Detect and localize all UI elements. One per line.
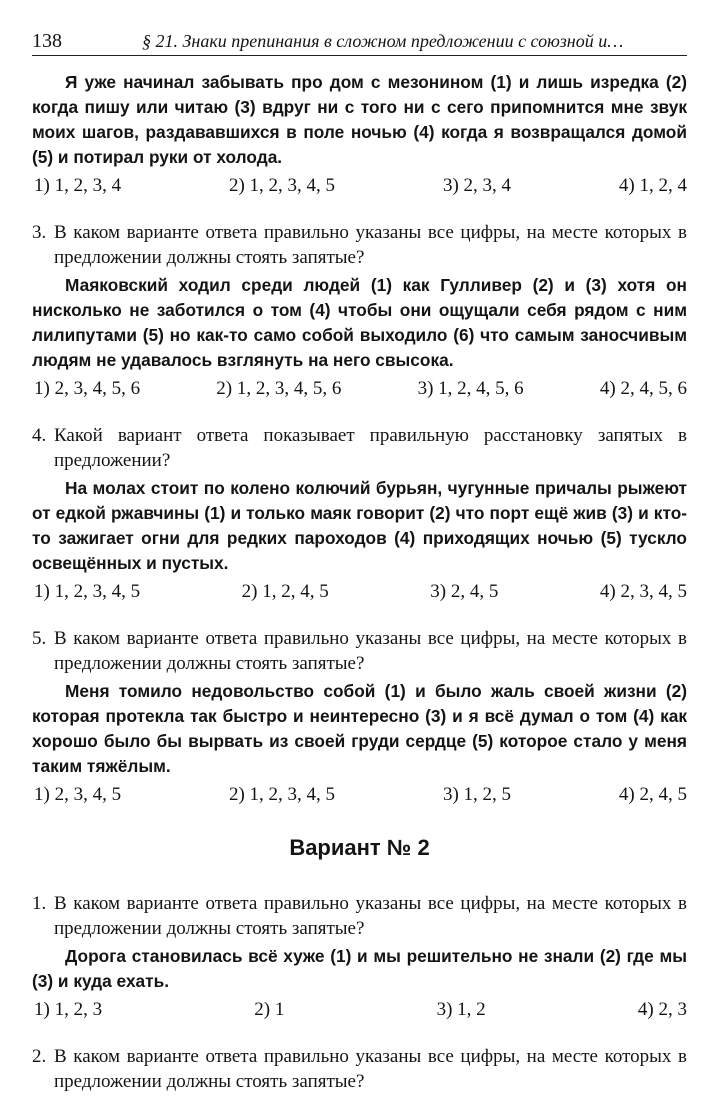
answer-option: 3) 2, 3, 4 [442, 175, 512, 196]
running-title: § 21. Знаки препинания в сложном предложении с союзной и… [142, 31, 624, 51]
question-prompt: В каком варианте ответа правильно указаны все цифры, на месте которых в предложении должны стоять запятые? [54, 222, 687, 268]
question-prompt: Какой вариант ответа показывает правильную расстановку запятых в предложении? [54, 425, 687, 471]
answer-option: 1) 1, 2, 3, 4 [34, 175, 122, 196]
question-prompt: В каком варианте ответа правильно указаны все цифры, на месте которых в предложении должны стоять запятые? [54, 1046, 687, 1092]
answer-option: 1) 2, 3, 4, 5 [34, 784, 122, 805]
answer-option: 2) 1, 2, 3, 4, 5, 6 [216, 378, 342, 399]
answer-options [32, 376, 687, 401]
page-number: 138 [32, 30, 62, 52]
question-prompt: В каком варианте ответа правильно указаны все цифры, на месте которых в предложении должны стоять запятые? [54, 628, 687, 674]
answer-option: 2) 1, 2, 3, 4, 5 [228, 175, 336, 196]
question-number: 5. [32, 628, 47, 649]
answer-options [32, 782, 687, 807]
answer-option: 4) 2, 4, 5 [618, 784, 687, 805]
answer-option: 3) 1, 2, 5 [442, 784, 512, 805]
question-prompt: В каком варианте ответа правильно указаны все цифры, на месте которых в предложении должны стоять запятые? [54, 893, 687, 939]
answer-option: 2) 1 [254, 999, 285, 1020]
variant-heading: Вариант № 2 [289, 835, 430, 860]
answer-option: 1) 1, 2, 3 [34, 999, 103, 1020]
variant2-question-2 [32, 1044, 687, 1094]
answer-option: 1) 1, 2, 3, 4, 5 [34, 581, 141, 602]
answer-options [32, 579, 687, 604]
question-3 [32, 220, 687, 401]
question-number: 1. [32, 893, 47, 914]
answer-option: 4) 2, 4, 5, 6 [599, 378, 687, 399]
answer-option: 4) 1, 2, 4 [618, 175, 687, 196]
question-text [32, 891, 687, 941]
question-number: 2. [32, 1046, 47, 1067]
answer-option: 4) 2, 3 [637, 999, 687, 1020]
exercise-sentence: Маяковский ходил среди людей (1) как Гулливер (2) и (3) хотя он нисколько не заботился о том (4) чтобы они ощущали себя рядом с ним лилипутами (5) но как-то само собой выходило (6) что самым заносчивым людям не удавалось взглянуть на него свысока. [32, 275, 687, 370]
question-text [32, 1044, 687, 1094]
question-5 [32, 626, 687, 807]
question-number: 3. [32, 222, 47, 243]
answer-option: 3) 2, 4, 5 [430, 581, 499, 602]
textbook-page [32, 30, 687, 1116]
exercise-sentence: На молах стоит по колено колючий бурьян, чугунные причалы рыжеют от едкой ржавчины (1) и только маяк говорит (2) что порт ещё жив (3) и кто-то зажигает огни для редких пароходов (4) приходящих ночью (5) тускло освещённых и пустых. [32, 478, 687, 573]
question-number: 4. [32, 425, 47, 446]
page-header [32, 30, 687, 56]
question-text [32, 220, 687, 270]
answer-options [32, 997, 687, 1022]
answer-option: 4) 2, 3, 4, 5 [599, 581, 687, 602]
answer-option: 3) 1, 2, 4, 5, 6 [417, 378, 524, 399]
answer-option: 2) 1, 2, 4, 5 [241, 581, 329, 602]
exercise-sentence: Меня томило недовольство собой (1) и было жаль своей жизни (2) которая протекла так быстро и неинтересно (3) и я всё думал о том (4) как хорошо было бы вырвать из своей груди сердце (5) которое стало у меня таким тяжёлым. [32, 681, 687, 776]
exercise-sentence: Дорога становилась всё хуже (1) и мы решительно не знали (2) где мы (3) и куда ехать. [32, 946, 687, 991]
answer-option: 2) 1, 2, 3, 4, 5 [228, 784, 336, 805]
variant2-question-1 [32, 891, 687, 1022]
answer-option: 3) 1, 2 [436, 999, 486, 1020]
answer-options [32, 173, 687, 198]
question-4 [32, 423, 687, 604]
question-text [32, 626, 687, 676]
question-text [32, 423, 687, 473]
answer-option: 1) 2, 3, 4, 5, 6 [34, 378, 141, 399]
exercise-sentence: Я уже начинал забывать про дом с мезонином (1) и лишь изредка (2) когда пишу или читаю (3) вдруг ни с того ни с сего припомнится мне звук моих шагов, раздававшихся в поле ночью (4) когда я возвращался домой (5) и потирал руки от холода. [32, 72, 687, 167]
intro-item [32, 70, 687, 198]
